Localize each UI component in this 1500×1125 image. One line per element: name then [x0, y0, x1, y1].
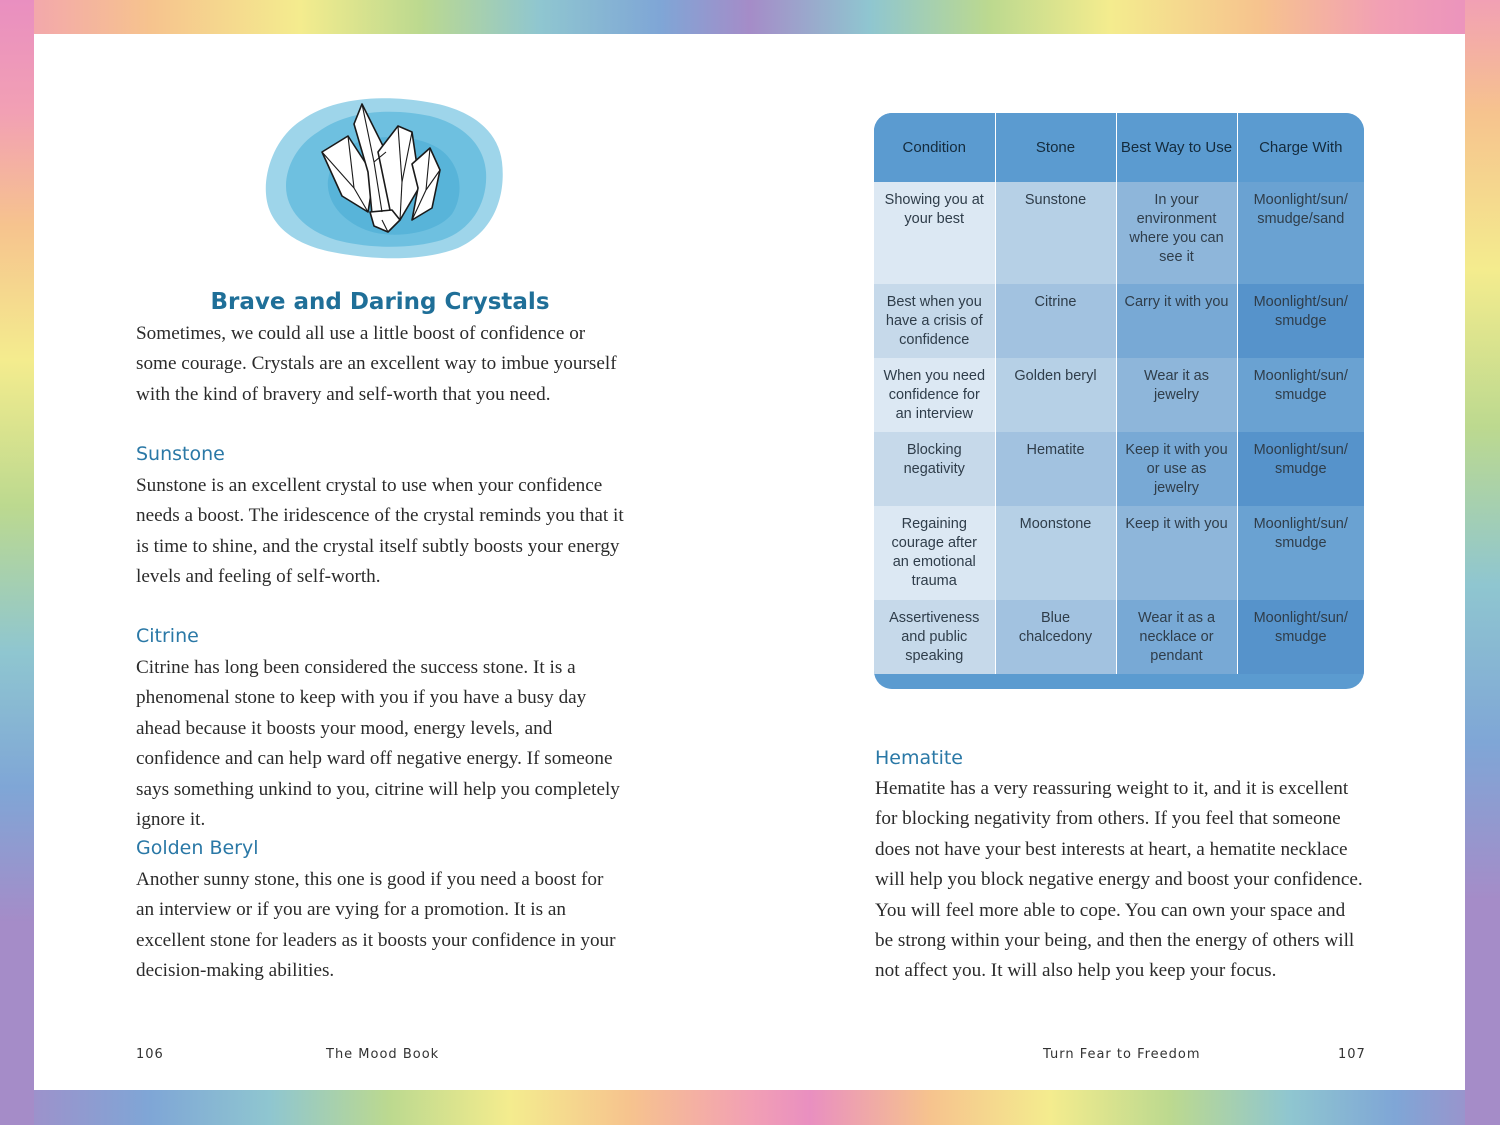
- section-heading-hematite: Hematite: [875, 747, 963, 769]
- crystal-table: [874, 113, 1364, 689]
- crystal-table-grid: [874, 113, 1364, 674]
- table-cell: Blocking negativity: [874, 432, 995, 506]
- table-cell: Showing you at your best: [874, 182, 995, 284]
- table-cell: Keep it with you: [1116, 506, 1237, 600]
- table-cell: Sunstone: [995, 182, 1116, 284]
- table-cell: Keep it with you or use as jewelry: [1116, 432, 1237, 506]
- running-title-right: Turn Fear to Freedom: [1043, 1047, 1201, 1062]
- column-header-stone: Stone: [995, 113, 1116, 182]
- rainbow-border-top: [0, 0, 1500, 34]
- rainbow-border-bottom: [0, 1090, 1500, 1125]
- table-row: [874, 506, 1364, 600]
- crystal-cluster-icon: [262, 92, 506, 262]
- table-row: [874, 182, 1364, 284]
- table-cell: Moonstone: [995, 506, 1116, 600]
- table-cell: Golden beryl: [995, 358, 1116, 432]
- table-row: [874, 432, 1364, 506]
- table-header-row: [874, 113, 1364, 182]
- table-cell: Best when you have a crisis of confidence: [874, 284, 995, 358]
- page-title: Brave and Daring Crystals: [210, 289, 550, 315]
- table-cell: Moonlight/sun/ smudge: [1237, 284, 1364, 358]
- page-number-left: 106: [136, 1047, 164, 1062]
- table-cell: In your environment where you can see it: [1116, 182, 1237, 284]
- table-cell: Hematite: [995, 432, 1116, 506]
- rainbow-border-left: [0, 0, 34, 1125]
- column-header-charge-with: Charge With: [1237, 113, 1364, 182]
- section-text-golden-beryl: Another sunny stone, this one is good if you need a boost for an interview or if you are vying for a promotion. It is an excellent stone for leaders as it boosts your confidence in your decision-making abilities.: [136, 869, 616, 982]
- table-cell: Blue chalcedony: [995, 600, 1116, 674]
- section-heading-sunstone: Sunstone: [136, 443, 225, 465]
- table-cell: Moonlight/sun/ smudge: [1237, 358, 1364, 432]
- table-cell: Moonlight/sun/ smudge: [1237, 506, 1364, 600]
- table-cell: Carry it with you: [1116, 284, 1237, 358]
- page-number-right: 107: [1338, 1047, 1366, 1062]
- table-cell: Moonlight/sun/ smudge: [1237, 600, 1364, 674]
- table-cell: Wear it as a necklace or pendant: [1116, 600, 1237, 674]
- section-text-citrine: Citrine has long been considered the success stone. It is a phenomenal stone to keep with you if you have a busy day ahead because it boosts your mood, energy levels, and confidence and can help ward off negative energy. If someone says something unkind to you, citrine will help you completely ignore it.: [136, 657, 620, 831]
- section-text-hematite: Hematite has a very reassuring weight to it, and it is excellent for blocking negativity from others. If you feel that someone does not have your best interests at heart, a hematite necklace will help you block negative energy and boost your confidence. You will feel more able to cope. You can own your space and be strong within your being, and then the energy of others will not affect you. It will also help you keep your focus.: [875, 778, 1363, 982]
- table-cell: Citrine: [995, 284, 1116, 358]
- table-row: [874, 284, 1364, 358]
- table-cell: Wear it as jewelry: [1116, 358, 1237, 432]
- table-cell: Regaining courage after an emotional trauma: [874, 506, 995, 600]
- table-cell: When you need confidence for an interview: [874, 358, 995, 432]
- table-cell: Moonlight/sun/ smudge: [1237, 432, 1364, 506]
- rainbow-border-right: [1465, 0, 1500, 1125]
- intro-paragraph: Sometimes, we could all use a little boost of confidence or some courage. Crystals are an excellent way to imbue yourself with the kind of bravery and self-worth that you need.: [136, 323, 617, 405]
- table-row: [874, 600, 1364, 674]
- table-row: [874, 358, 1364, 432]
- section-text-sunstone: Sunstone is an excellent crystal to use when your confidence needs a boost. The iridescence of the crystal reminds you that it is time to shine, and the crystal itself subtly boosts your energy levels and feeling of self-worth.: [136, 475, 624, 588]
- column-header-best-way: Best Way to Use: [1116, 113, 1237, 182]
- table-cell: Moonlight/sun/ smudge/sand: [1237, 182, 1364, 284]
- running-title-left: The Mood Book: [326, 1047, 440, 1062]
- section-heading-golden-beryl: Golden Beryl: [136, 837, 259, 859]
- column-header-condition: Condition: [874, 113, 995, 182]
- table-cell: Assertiveness and public speaking: [874, 600, 995, 674]
- section-heading-citrine: Citrine: [136, 625, 199, 647]
